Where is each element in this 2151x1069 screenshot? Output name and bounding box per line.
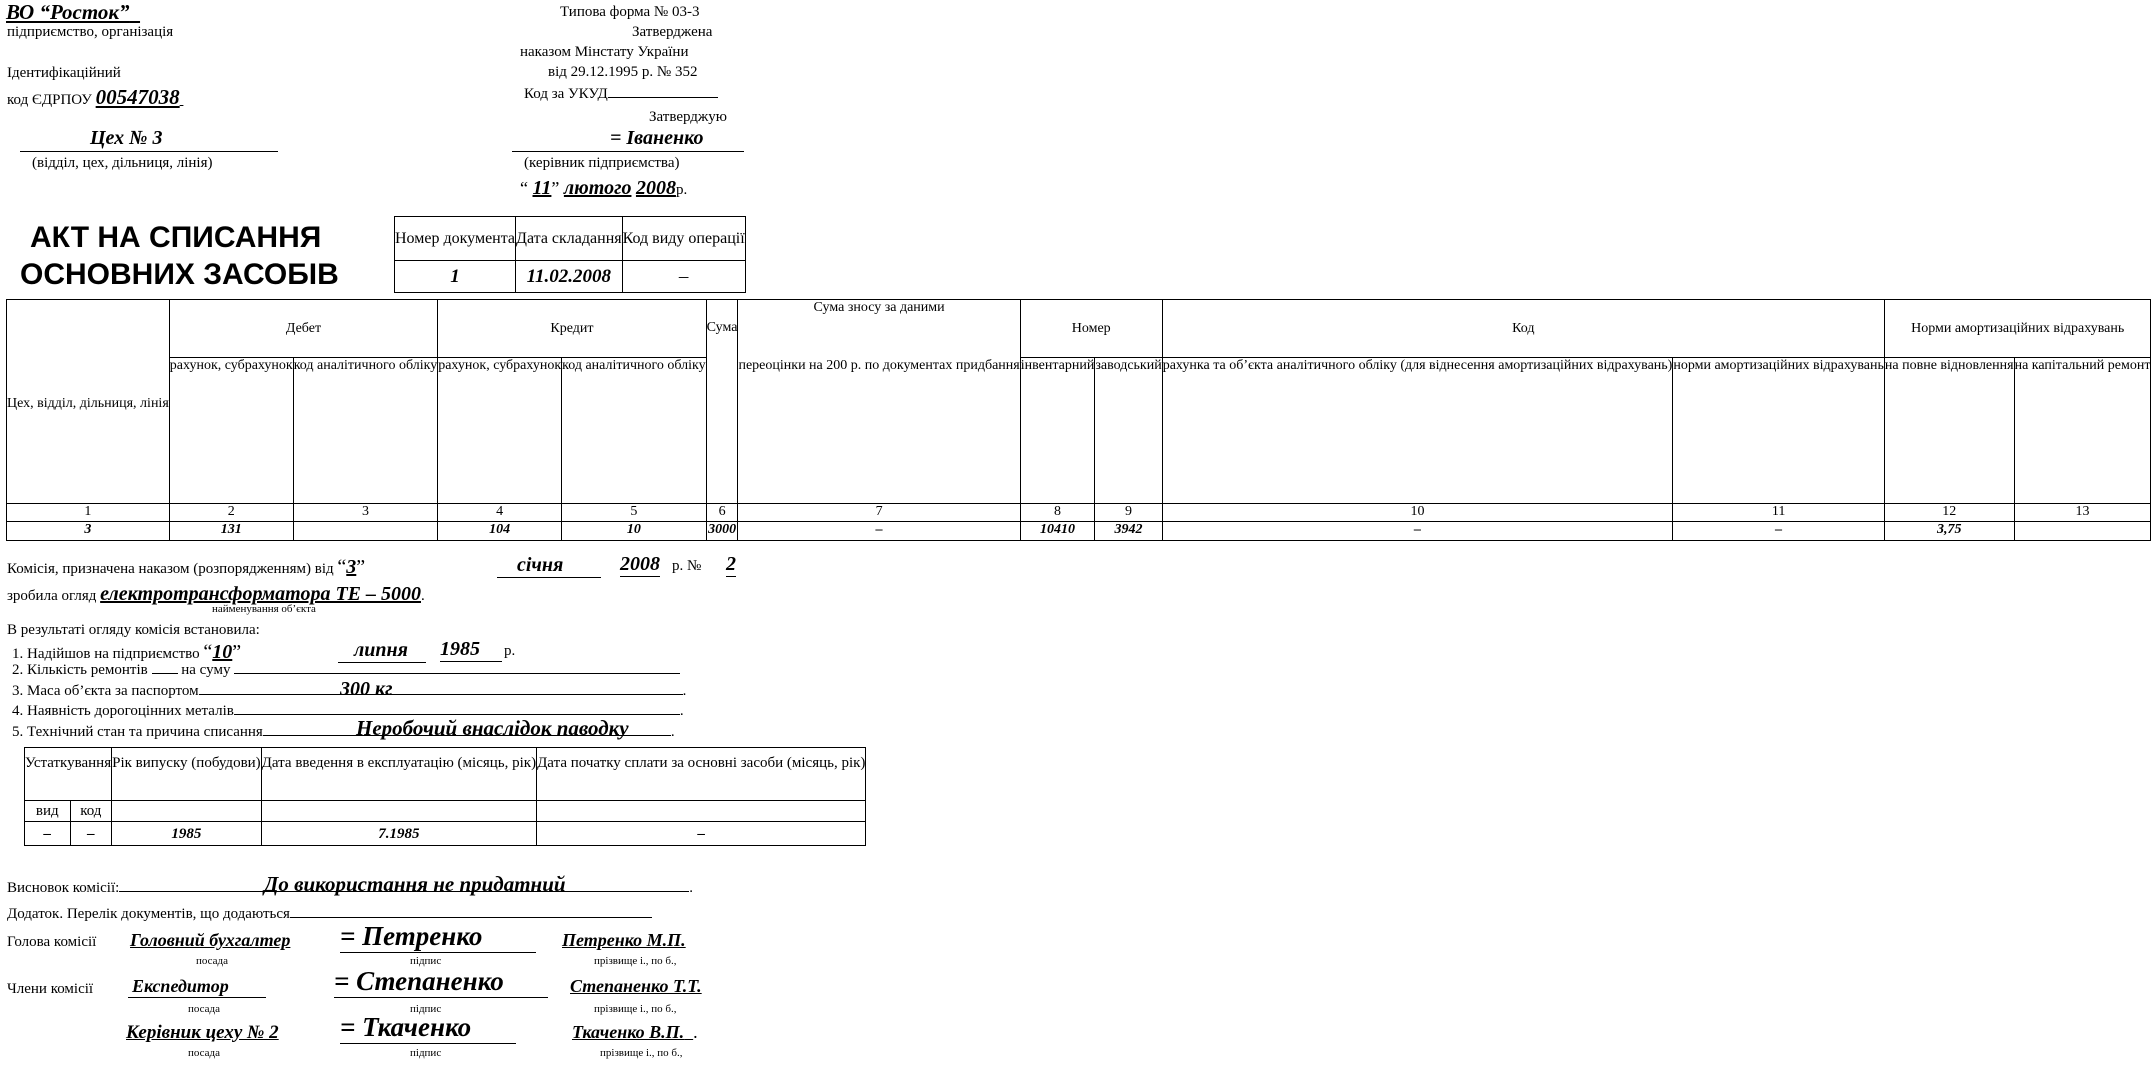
- members-label: Члени комісії: [7, 981, 94, 997]
- th-debit-acc: рахунок, субрахунок: [169, 358, 293, 504]
- th-credit-acc: рахунок, субрахунок: [438, 358, 562, 504]
- item4-label: 4. Наявність дорогоцінних металів: [12, 703, 234, 719]
- cell: 3,75: [1884, 522, 2014, 541]
- item1-month: липня: [338, 639, 426, 663]
- caption-signature: підпис: [410, 1047, 442, 1059]
- member1-position: Експедитор: [128, 976, 266, 998]
- col-num: 2: [169, 504, 293, 522]
- col-num: 8: [1020, 504, 1095, 522]
- caption-position: посада: [196, 955, 229, 967]
- commission-line: Комісія, призначена наказом (розпорядженням) від “3”: [7, 556, 366, 578]
- chair-position: Головний бухгалтер: [130, 930, 291, 950]
- result-label: В результаті огляду комісія встановила:: [7, 622, 260, 638]
- org-caption: підприємство, організація: [7, 24, 174, 40]
- item1-suffix: р.: [504, 643, 516, 659]
- col-num: 13: [2014, 504, 2151, 522]
- th-inv: інвентарний: [1020, 358, 1095, 504]
- id-label: Ідентифікаційний: [7, 65, 121, 81]
- approved-by: наказом Мінстату України: [520, 44, 689, 60]
- order-day: 3: [346, 556, 357, 578]
- approval-day: 11: [532, 177, 552, 199]
- inspection-label: зробила огляд: [7, 588, 97, 604]
- object-name: електротрансформатора ТЕ – 5000: [100, 583, 421, 605]
- col-num: 5: [562, 504, 707, 522]
- col-num: 4: [438, 504, 562, 522]
- chair-signature: = Петренко: [340, 921, 536, 953]
- th-wear: Сума зносу за даними: [738, 300, 1020, 358]
- th-cap: на капітальний ремонт: [2014, 358, 2151, 504]
- equipment-table: [24, 747, 866, 846]
- doc-date: 11.02.2008: [516, 261, 623, 293]
- org-name-line: [6, 0, 140, 25]
- cell: –: [1162, 522, 1673, 541]
- th-sum: Сума: [706, 300, 738, 504]
- approval-year: 2008: [635, 177, 676, 199]
- th-debit: Дебет: [169, 300, 437, 358]
- item5-line: 5. Технічний стан та причина списання .: [12, 724, 675, 740]
- form-number: Типова форма № 03-3: [560, 4, 700, 20]
- edrpou-code: 00547038: [95, 85, 180, 109]
- dept-caption: (відділ, цех, дільниця, лінія): [32, 155, 213, 171]
- edrpou-label: код ЄДРПОУ: [7, 92, 92, 108]
- caption-position: посада: [188, 1047, 221, 1059]
- conclusion-label: Висновок комісії:: [7, 880, 120, 896]
- order-year: 2008: [620, 553, 660, 575]
- cell: –: [25, 822, 71, 846]
- approved-date: від 29.12.1995 р. № 352: [548, 64, 698, 80]
- col-num: 7: [738, 504, 1020, 522]
- cell: 10410: [1020, 522, 1095, 541]
- item4-line: 4. Наявність дорогоцінних металів .: [12, 703, 684, 719]
- doc-number: 1: [395, 261, 516, 293]
- item2-sum-label: на суму: [181, 662, 231, 678]
- ukud-label: Код за УКУД: [524, 86, 608, 102]
- item1-day: 10: [212, 641, 233, 663]
- th-start: Дата введення в експлуатацію (місяць, рік): [261, 748, 536, 801]
- cell: –: [70, 822, 112, 846]
- approved-label: Затверджена: [632, 24, 713, 40]
- commission-text: Комісія, призначена наказом (розпорядженням) від: [7, 561, 334, 577]
- confirm-label: Затверджую: [649, 109, 727, 125]
- col-num: 6: [706, 504, 738, 522]
- cell: 3000: [706, 522, 738, 541]
- item5-label: 5. Технічний стан та причина списання: [12, 724, 263, 740]
- table-row: [7, 522, 2151, 541]
- th-pay: Дата початку сплати за основні засоби (місяць, рік): [537, 748, 866, 801]
- cell: 3942: [1095, 522, 1162, 541]
- doc-opcode-header: Код виду операції: [622, 217, 745, 261]
- cell: –: [738, 522, 1020, 541]
- table-row: [25, 822, 866, 846]
- caption-name: прізвище і., по б.,: [600, 1047, 683, 1059]
- cell: [2014, 522, 2151, 541]
- member1-name: Степаненко Т.Т.: [570, 976, 702, 996]
- th-equipment: Устаткування: [25, 748, 112, 801]
- caption-position: посада: [188, 1003, 221, 1015]
- item3-label: 3. Маса об’єкта за паспортом: [12, 683, 199, 699]
- order-month: січня: [497, 554, 601, 578]
- head-sign: = Іваненко: [610, 127, 704, 149]
- item1-line: 1. Надійшов на підприємство “10”: [12, 641, 242, 663]
- col-num: 10: [1162, 504, 1673, 522]
- cell: 104: [438, 522, 562, 541]
- th-code: код: [70, 801, 112, 822]
- item1-label: 1. Надійшов на підприємство: [12, 646, 200, 662]
- cell: [293, 522, 438, 541]
- th-norm-code: норми амортизаційних відрахувань: [1673, 358, 1885, 504]
- item3-line: 3. Маса об’єкта за паспортом .: [12, 683, 687, 699]
- th-full: на повне відновлення: [1884, 358, 2014, 504]
- col-num: 1: [7, 504, 170, 522]
- th-factory: заводський: [1095, 358, 1162, 504]
- th-kind: вид: [25, 801, 71, 822]
- member1-signature: = Степаненко: [334, 966, 548, 998]
- doc-title-line1: АКТ НА СПИСАННЯ: [30, 221, 322, 254]
- ukud-line: [524, 86, 718, 103]
- assets-table: [6, 299, 2151, 541]
- col-num: 11: [1673, 504, 1885, 522]
- cell: 3: [7, 522, 170, 541]
- item3-value: 300 кг: [340, 678, 393, 700]
- object-caption: найменування об’єкта: [212, 603, 316, 615]
- caption-name: прізвище і., по б.,: [594, 955, 677, 967]
- head-caption: (керівник підприємства): [524, 155, 680, 171]
- approval-year-suffix: р.: [675, 182, 688, 198]
- doc-info-table: [394, 216, 746, 293]
- th-debit-anal: код аналітичного обліку: [293, 358, 438, 504]
- member2-position: Керівник цеху № 2: [126, 1022, 279, 1043]
- cell: 10: [562, 522, 707, 541]
- cell: 7.1985: [261, 822, 536, 846]
- item2-label: 2. Кількість ремонтів: [12, 662, 148, 678]
- cell: –: [537, 822, 866, 846]
- th-number: Номер: [1020, 300, 1162, 358]
- th-norms: Норми амортизаційних відрахувань: [1884, 300, 2151, 358]
- doc-date-header: Дата складання: [516, 217, 623, 261]
- item5-value: Неробочий внаслідок паводку: [356, 716, 629, 740]
- conclusion-line: Висновок комісії: .: [7, 880, 694, 896]
- member2-name: Ткаченко В.П.: [572, 1022, 685, 1042]
- cell: 1985: [112, 822, 262, 846]
- caption-name: прізвище і., по б.,: [594, 1003, 677, 1015]
- th-year: Рік випуску (побудови): [112, 748, 262, 801]
- cell: –: [1673, 522, 1885, 541]
- col-num: 3: [293, 504, 438, 522]
- approval-date: “ 11” лютого 2008р.: [520, 177, 688, 199]
- col-num: 12: [1884, 504, 2014, 522]
- caption-signature: підпис: [410, 1003, 442, 1015]
- chair-name: Петренко М.П.: [562, 930, 686, 950]
- item2-line: [12, 662, 680, 679]
- doc-opcode: –: [622, 261, 745, 293]
- attachments-label: Додаток. Перелік документів, що додаються: [7, 906, 290, 922]
- org-name: ВО “Росток”: [6, 0, 130, 24]
- edrpou-line: [7, 85, 183, 110]
- cell: 131: [169, 522, 293, 541]
- chair-label: Голова комісії: [7, 934, 97, 950]
- attachments-line: [7, 906, 652, 923]
- th-acc-obj: рахунка та об’єкта аналітичного обліку (для віднесення амортизаційних відрахувань): [1162, 358, 1673, 504]
- th-credit-anal: код аналітичного обліку: [562, 358, 707, 504]
- dept-value: Цех № 3: [90, 127, 163, 149]
- th-reval: переоцінки на 200 р. по документах придбання: [738, 358, 1020, 504]
- column-numbers-row: [7, 504, 2151, 522]
- conclusion-value: До використання не придатний: [264, 872, 566, 896]
- doc-number-header: Номер документа: [395, 217, 516, 261]
- member2-signature: = Ткаченко: [340, 1012, 516, 1044]
- item1-year: 1985: [440, 638, 502, 662]
- doc-title-line2: ОСНОВНИХ ЗАСОБІВ: [20, 258, 339, 291]
- caption-signature: підпис: [410, 955, 442, 967]
- order-year-suffix: р. №: [672, 558, 702, 574]
- th-dept: Цех, відділ, дільниця, лінія: [7, 300, 170, 504]
- th-code: Код: [1162, 300, 1884, 358]
- approval-month: лютого: [563, 177, 632, 199]
- col-num: 9: [1095, 504, 1162, 522]
- inspection-line: зробила огляд електротрансформатора ТЕ – 5000.: [7, 583, 425, 605]
- order-number: 2: [726, 553, 736, 575]
- member2-name-line: Ткаченко В.П. .: [572, 1022, 698, 1042]
- th-credit: Кредит: [438, 300, 706, 358]
